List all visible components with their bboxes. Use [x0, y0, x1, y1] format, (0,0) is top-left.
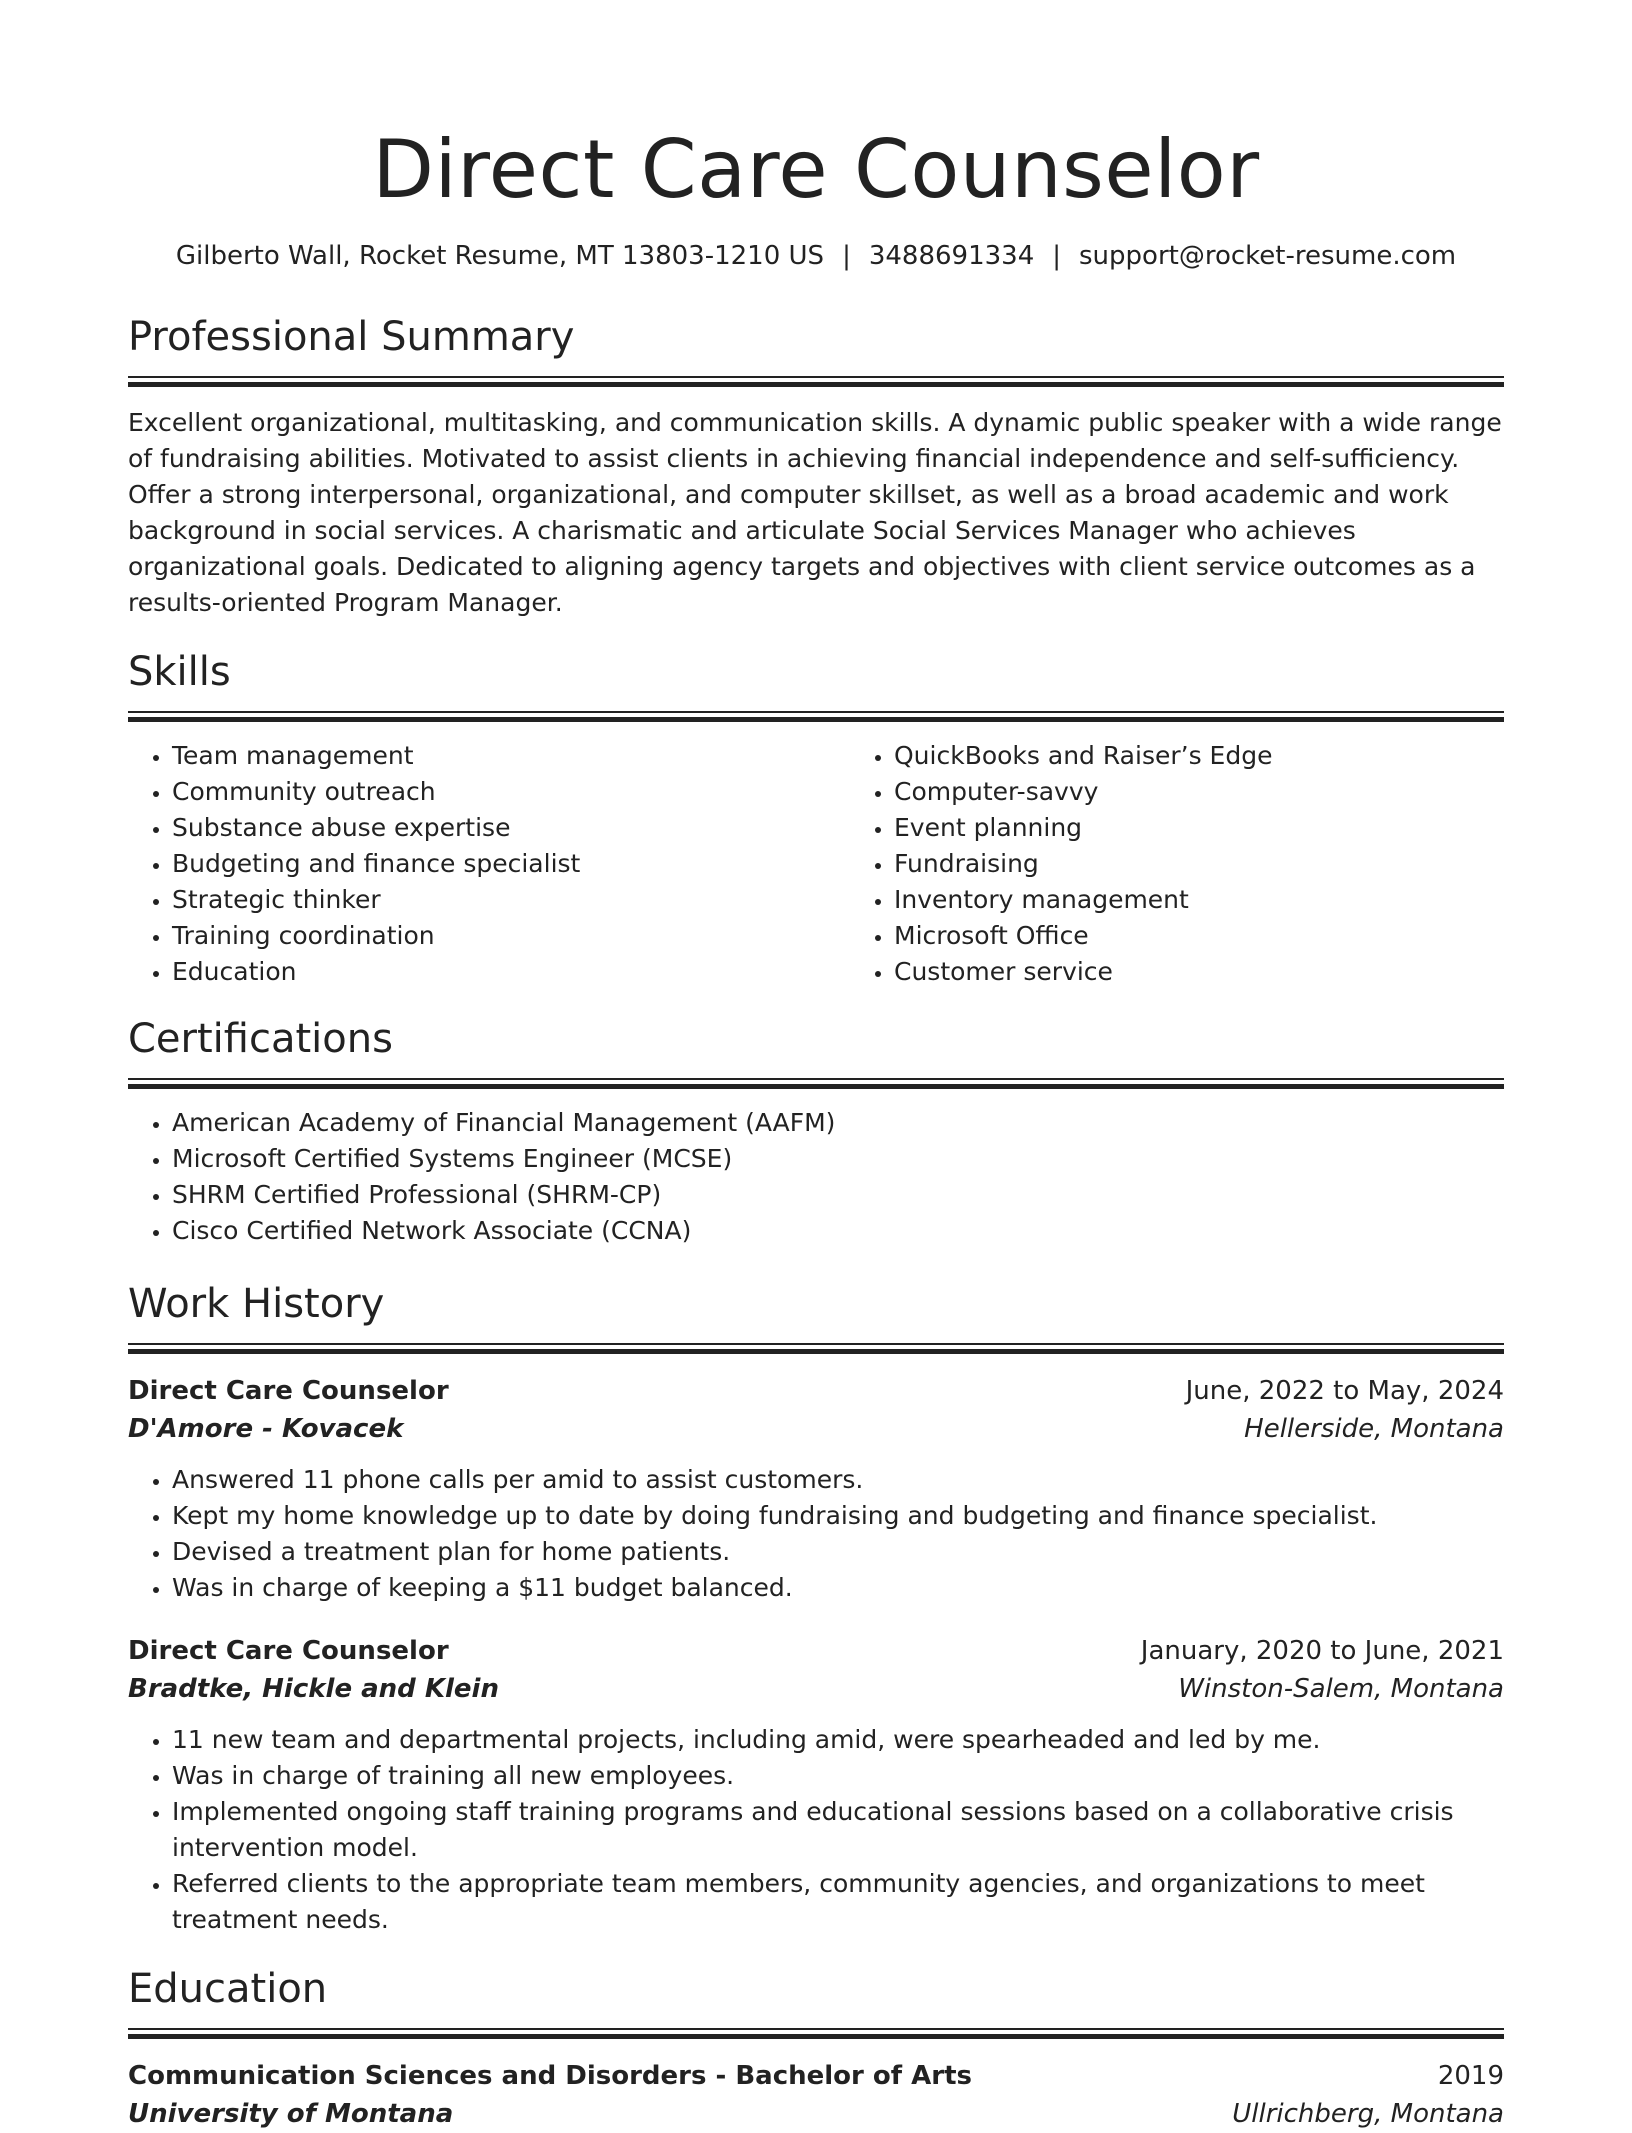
certifications-list	[128, 1105, 1504, 1249]
job-bullet: • 11 new team and departmental projects, including amid, were spearheaded and led by me.	[172, 1722, 1504, 1758]
education-entry	[128, 2057, 1504, 2133]
skill-item: • Microsoft Office	[894, 918, 1572, 954]
job-title: Direct Care Counselor	[128, 1376, 449, 1406]
contact-address: Gilberto Wall, Rocket Resume, MT 13803-1210 US	[175, 241, 825, 271]
job-company: Bradtke, Hickle and Klein	[128, 1674, 499, 1704]
certification-item: • SHRM Certified Professional (SHRM-CP)	[172, 1177, 1504, 1213]
job-header-row	[128, 1372, 1504, 1410]
skill-item: • Substance abuse expertise	[172, 810, 850, 846]
section-divider	[128, 1343, 1504, 1354]
section-title: Certifications	[128, 1016, 393, 1062]
certification-item: • Microsoft Certified Systems Engineer (MCSE)	[172, 1141, 1504, 1177]
skills-list-left	[128, 738, 850, 990]
contact-separator: |	[1052, 241, 1062, 271]
skill-item: • Training coordination	[172, 918, 850, 954]
section-title: Skills	[128, 649, 231, 695]
job-header-row	[128, 1632, 1504, 1670]
job-location: Winston-Salem, Montana	[1178, 1674, 1504, 1704]
section-title: Education	[128, 1966, 328, 2012]
summary-section	[128, 312, 1504, 621]
skill-item: • Team management	[172, 738, 850, 774]
contact-phone: 3488691334	[868, 241, 1035, 271]
section-divider	[128, 1078, 1504, 1089]
skill-item: • Computer-savvy	[894, 774, 1572, 810]
skill-item: • Fundraising	[894, 846, 1572, 882]
job-dates: January, 2020 to June, 2021	[1140, 1636, 1504, 1666]
skills-list-right	[850, 738, 1572, 990]
education-degree: Communication Sciences and Disorders - Bachelor of Arts	[128, 2061, 972, 2091]
work-history-section	[128, 1279, 1504, 1938]
job-bullet: • Was in charge of keeping a $11 budget balanced.	[172, 1570, 1504, 1606]
job-title: Direct Care Counselor	[128, 1636, 449, 1666]
job-bullet: • Kept my home knowledge up to date by doing fundraising and budgeting and finance specialist.	[172, 1498, 1504, 1534]
job-company: D'Amore - Kovacek	[128, 1414, 404, 1444]
skill-item: • Budgeting and finance specialist	[172, 846, 850, 882]
certification-item: • American Academy of Financial Management (AAFM)	[172, 1105, 1504, 1141]
skill-item: • Community outreach	[172, 774, 850, 810]
job-location: Hellerside, Montana	[1244, 1414, 1504, 1444]
contact-separator: |	[842, 241, 851, 271]
job-company-row	[128, 1670, 1504, 1708]
summary-text: Excellent organizational, multitasking, and communication skills. A dynamic public speaker with a wide range of fundraising abilities. Motivated to assist clients in achieving financial independence and self-sufficiency. Offer a strong interpersonal, organizational, and computer skillset, as well as a broad academic and work background in social services. A charismatic and articulate Social Services Manager who achieves organizational goals. Dedicated to aligning agency targets and objectives with client service outcomes as a results-oriented Program Manager.	[128, 408, 1502, 617]
candidate-name: Direct Care Counselor	[372, 123, 1260, 216]
education-section	[128, 1964, 1504, 2133]
education-school: University of Montana	[128, 2099, 454, 2129]
skill-item: • Event planning	[894, 810, 1572, 846]
education-year: 2019	[1437, 2061, 1504, 2091]
resume-content	[128, 118, 1504, 2133]
section-title: Professional Summary	[128, 314, 575, 360]
education-header-row	[128, 2057, 1504, 2095]
job-entry	[128, 1372, 1504, 1606]
section-divider	[128, 376, 1504, 387]
skill-item: • Customer service	[894, 954, 1572, 990]
section-title: Work History	[128, 1281, 385, 1327]
education-location: Ullrichberg, Montana	[1232, 2099, 1504, 2129]
section-divider	[128, 711, 1504, 722]
job-bullet: • Referred clients to the appropriate team members, community agencies, and organizations to meet treatment needs.	[172, 1866, 1504, 1938]
job-dates: June, 2022 to May, 2024	[1185, 1376, 1504, 1406]
skills-grid	[128, 738, 1504, 990]
skill-item: • Inventory management	[894, 882, 1572, 918]
job-bullet: • Was in charge of training all new employees.	[172, 1758, 1504, 1794]
job-entry	[128, 1632, 1504, 1938]
job-bullets	[128, 1462, 1504, 1606]
job-company-row	[128, 1410, 1504, 1448]
certification-item: • Cisco Certified Network Associate (CCNA)	[172, 1213, 1504, 1249]
skill-item: • QuickBooks and Raiser’s Edge	[894, 738, 1572, 774]
skill-item: • Strategic thinker	[172, 882, 850, 918]
education-school-row	[128, 2095, 1504, 2133]
contact-line	[128, 238, 1504, 274]
contact-email[interactable]: support@rocket-resume.com	[1079, 241, 1457, 271]
skills-section	[128, 647, 1504, 990]
section-divider	[128, 2028, 1504, 2039]
job-bullet: • Answered 11 phone calls per amid to assist customers.	[172, 1462, 1504, 1498]
job-bullet: • Devised a treatment plan for home patients.	[172, 1534, 1504, 1570]
job-bullet: • Implemented ongoing staff training programs and educational sessions based on a collaborative crisis intervention model.	[172, 1794, 1504, 1866]
skill-item: • Education	[172, 954, 850, 990]
certifications-section	[128, 1014, 1504, 1249]
job-bullets	[128, 1722, 1504, 1938]
